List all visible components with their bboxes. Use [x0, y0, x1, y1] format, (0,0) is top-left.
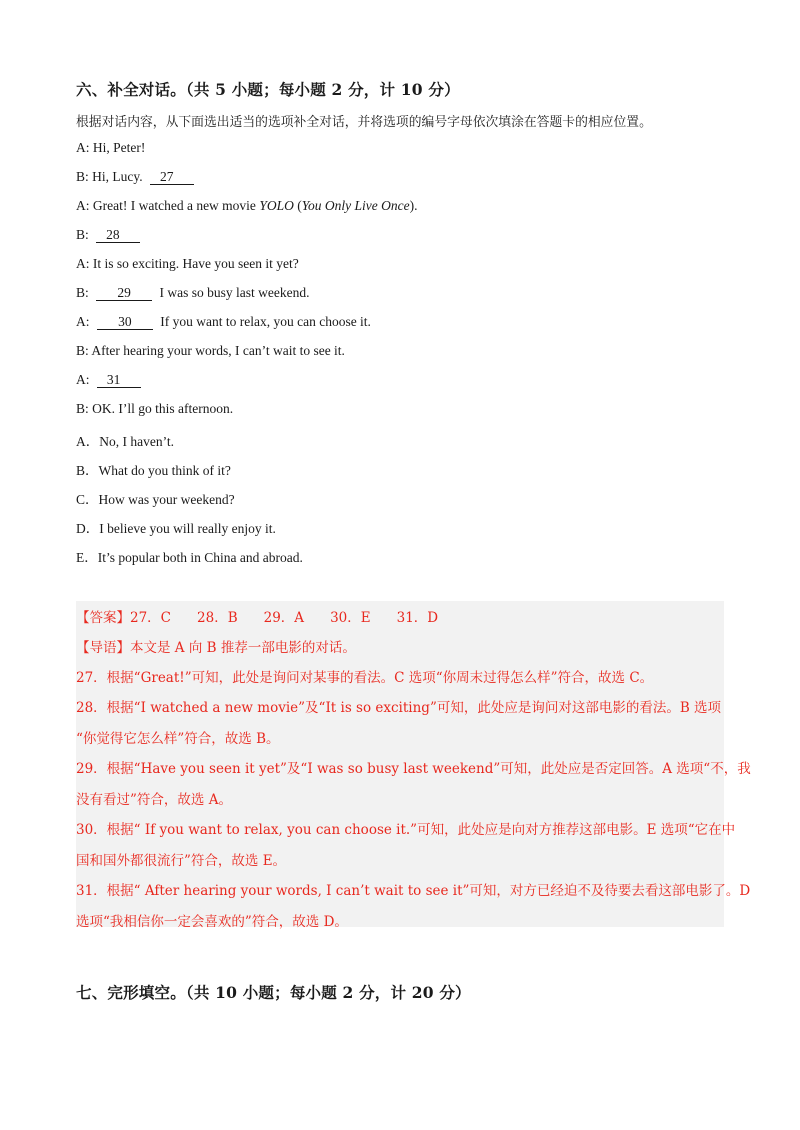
dialogue-line-2 — [76, 169, 198, 185]
explanation-30-line2: 国和国外都很流行”符合，故选 E。 — [76, 853, 287, 869]
dialogue-line-6 — [76, 285, 310, 301]
dialogue-line-7 — [76, 314, 371, 330]
explanation-31-line2: 选项“我相信你一定会喜欢的”符合，故选 D。 — [76, 914, 348, 930]
dialogue-speaker-b: B: — [76, 227, 89, 242]
option-e: E．It’s popular both in China and abroad. — [76, 550, 303, 565]
dialogue-text: If you want to relax, you can choose it. — [160, 314, 371, 329]
answer-item: 28．B — [197, 610, 238, 626]
blank-28: 28 — [96, 227, 140, 243]
answer-item: 29．A — [263, 610, 305, 626]
dialogue-speaker-b: B: Hi, Lucy. — [76, 169, 143, 184]
explanation-30-line1: 30．根据“ If you want to relax, you can choose it.”可知，此处应是向对方推荐这部电影。E 选项“它在中 — [76, 822, 736, 838]
explanation-27: 27．根据“Great!”可知，此处是询问对某事的看法。C 选项“你周末过得怎么样”符合，故选 C。 — [76, 670, 654, 686]
dialogue-line-5: A: It is so exciting. Have you seen it yet? — [76, 256, 299, 271]
dialogue-text: ). — [409, 198, 418, 213]
explanation-28-line1: 28．根据“I watched a new movie”及“It is so exciting”可知，此处应是询问对这部电影的看法。B 选项 — [76, 700, 722, 716]
dialogue-speaker-a: A: — [76, 372, 90, 387]
explanation-29-line2: 没有看过”符合，故选 A。 — [76, 792, 232, 808]
explanation-28-line2: “你觉得它怎么样”符合，故选 B。 — [76, 731, 280, 747]
blank-27: 27 — [150, 169, 194, 185]
blank-29: 29 — [96, 285, 152, 301]
answer-item: 31．D — [396, 610, 439, 626]
explanation-29-line1: 29．根据“Have you seen it yet”及“I was so busy last weekend”可知，此处应是否定回答。A 选项“不，我 — [76, 761, 751, 777]
section-six-instruction: 根据对话内容，从下面选出适当的选项补全对话，并将选项的编号字母依次填涂在答题卡的相应位置。 — [76, 115, 652, 130]
dialogue-line-4 — [76, 227, 144, 243]
dialogue-text: A: Great! I watched a new movie — [76, 198, 260, 213]
section-six-title: 六、补全对话。（共 5 小题；每小题 2 分，计 10 分） — [76, 80, 460, 99]
option-c: C．How was your weekend? — [76, 492, 235, 507]
answer-label: 【答案】 — [76, 610, 130, 626]
answer-line — [76, 606, 438, 626]
option-b: B．What do you think of it? — [76, 463, 231, 478]
blank-31: 31 — [97, 372, 141, 388]
guide-text: 【导语】本文是 A 向 B 推荐一部电影的对话。 — [76, 640, 356, 656]
dialogue-line-3 — [76, 198, 417, 214]
dialogue-line-10: B: OK. I’ll go this afternoon. — [76, 401, 234, 416]
dialogue-text: ( — [293, 198, 302, 213]
movie-title: YOLO — [259, 198, 294, 213]
answer-item: 30．E — [330, 610, 371, 626]
dialogue-line-8: B: After hearing your words, I can’t wait to see it. — [76, 343, 345, 358]
dialogue-line-1: A: Hi, Peter! — [76, 140, 146, 155]
answer-item: 27．C — [130, 610, 172, 626]
option-d: D．I believe you will really enjoy it. — [76, 521, 276, 536]
dialogue-line-9 — [76, 372, 145, 388]
option-a: A．No, I haven’t. — [76, 434, 174, 449]
dialogue-speaker-a: A: — [76, 314, 90, 329]
section-seven-title: 七、完形填空。（共 10 小题；每小题 2 分，计 20 分） — [76, 983, 471, 1002]
dialogue-text: I was so busy last weekend. — [159, 285, 310, 300]
explanation-31-line1: 31．根据“ After hearing your words, I can’t wait to see it”可知，对方已经迫不及待要去看这部电影了。D — [76, 883, 751, 899]
blank-30: 30 — [97, 314, 153, 330]
dialogue-speaker-b: B: — [76, 285, 89, 300]
movie-subtitle: You Only Live Once — [301, 198, 410, 213]
